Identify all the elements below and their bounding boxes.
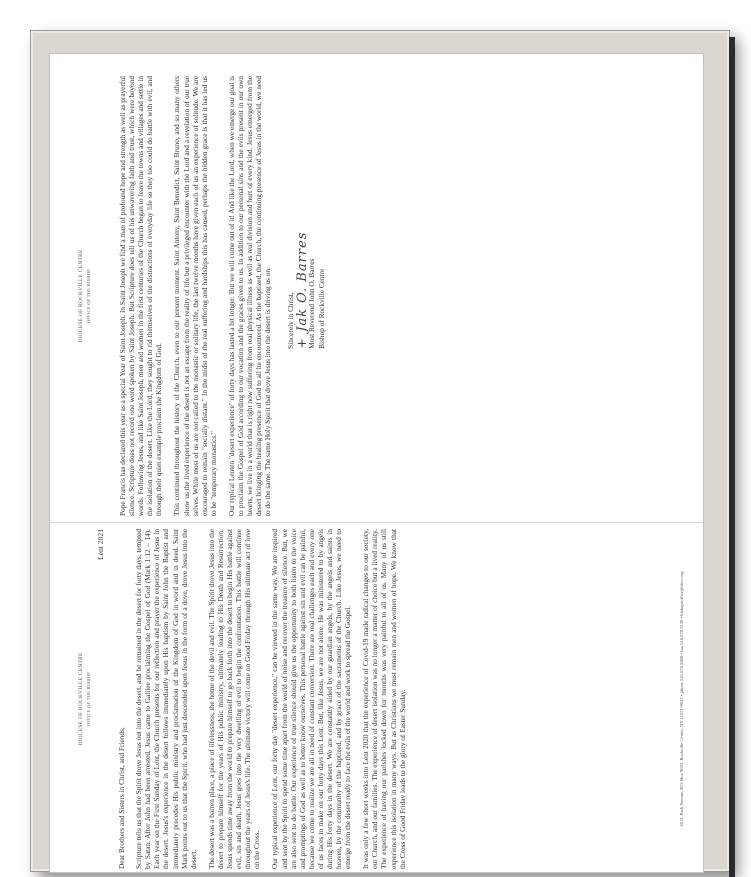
closing-block [286, 76, 326, 349]
letterhead [78, 529, 92, 869]
letterhead-office: OFFICE OF THE BISHOP [86, 268, 91, 324]
letter-sheet [49, 53, 704, 873]
paragraph: Our typical Lenten "desert experience" of forty days has lasted a bit longer. But we will come out of it! And like the Lord, when we emerge our goal is to proclaim the Gospel of God according to our vocation and the graces given to us. In addition to our personal sins and the evils present in our own hearts, we live in a world that is right now suffering from real physical illness as well as real division and hurt of every kind. Jesus emerged from the desert bringing the healing presence of God to all he encountered. As the baptized, the Church, the continuing presence of Jesus in the world, we need to do the same. The same Holy Spirit that drove Jesus into the desert is driving us on. [226, 76, 273, 516]
page-fold [50, 522, 703, 523]
salutation: Dear Brothers and Sisters in Christ, and Friends, [117, 727, 127, 869]
paragraph: Scripture tells us that the Spirit drove Jesus out into the desert, and he remained in the desert for forty days, tempted by Satan. After John had been arrested, Jesus came to Galilee proclaiming the Gospel of God (Mark 1:12 – 14). Each year on the First Sunday of Lent, the Church presents for our reflection and prayer the experience of Jesus in the desert. Jesus's experience in the desert follows immediately upon His baptism by Saint John the Baptist and immediately precedes His public ministry and proclamation of the Kingdom of God in word and in deed. Saint Mark points out to us that the Spirit, who had just descended upon Jesus in the form of a dove, drove Jesus into the desert. [134, 529, 198, 869]
letterhead [78, 76, 92, 516]
letter-date: Lent 2021 [96, 529, 105, 561]
paragraph: Our typical experience of Lent, our forty day "desert experience," can be viewed in the same way. We are inspired and sent by the Spirit to spend some time apart from the world of noise and recover the treasure of silence. But, we are also sent to do battle. Our experience of true silence should give us the opportunity to both listen to the voice and promptings of God as well as to better know ourselves. This personal battle against sin and evil can be painful, because we come to realize we are all in need of constant conversion. There are real challenges each and every one of us faces to make on our forty days this Lent. But, like Jesus, we are not alone. He was ministered to by angels during His forty days in the desert. We are constantly aided by our guardian angels, by the angels and saints in heaven, by the community of the baptized, and by grace of the sacraments of the Church. Like Jesus, we need to emerge from the desert ready to face the evils of the world and work to spread the Gospel. [270, 529, 353, 869]
letterhead-office: OFFICE OF THE BISHOP [86, 671, 91, 727]
valediction: Sincerely in Christ, [286, 292, 296, 349]
letterhead-org: DIOCESE OF ROCKVILLE CENTRE [78, 249, 84, 343]
paragraph: Pope Francis has declared this year as a special Year of Saint Joseph. In Saint Joseph we find a man of profound hope and strength as well as prayerful silence. Scripture does not record one word spoken by Saint Joseph. But Scripture does tell us of his unwavering faith and trust, which were beyond words. Following Jesus, and like Saint Joseph, men and women in the first centuries of the Church began to leave the towns and villages and settle in the isolation of the desert. Like the Lord, they sought to rid themselves of the distractions of everyday life so they too could do battle with evil, and through their quiet example proclaim the Kingdom of God. [118, 76, 164, 516]
paragraph: The desert was a barren place, a place of lifelessness, the home of the devil and evil. The Spirit drove Jesus into the desert to prepare himself for the years of His public ministry, ultimately leading to His Death and Resurrection. Jesus spends time away from the world to prepare himself to go back forth into the desert to begin His battle against evil, sin and death. Jesus goes into the very dwelling of evil to begin the confrontation. This battle will continue throughout the years of Jesus's life. The ultimate victory will come on Good Friday through His ultimate act of love on the Cross. [206, 529, 262, 869]
right-page [78, 76, 438, 516]
left-page [78, 529, 684, 869]
signer-title: Bishop of Rockville Centre [316, 268, 326, 349]
paragraph: It was only a few short weeks into Lent 2020 that the experience of Covid-19 made radical changes to our society, our Church, and our families. The experience of desert isolation was no longer a matter of choice but a lived reality. The experience of having our parishes locked down for months was very painful to all of us. Many of us still experience this isolation in many ways. But as Christians we must remain men and women of hope. We know that the Cross of Good Friday leads to the glory of Easter Sunday. [361, 529, 407, 869]
letterhead-org: DIOCESE OF ROCKVILLE CENTRE [78, 652, 84, 746]
frame-edge [729, 37, 735, 877]
signer-name: Most Reverend John O. Barres [307, 258, 317, 349]
paragraph: This continued throughout the history of the Church, even to our present moment. Saint Antony, Saint Benedict, Saint Bruno, and so many others show us the lived experience of the desert is not an escape from the reality of life but a privileged encounter with the Lord and a revelation of our true selves. While most of us are not called to the monastic or solitary life, the last twelve months have given each of us an experience of solitude. We are encouraged to remain "socially distant." In the midst of the real suffering and hardships this has caused, perhaps the hidden grace is that it has led us to be "temporary monastics." [172, 76, 218, 516]
letter-footer: 50 N. Park Avenue, P.O. Box 9023, Rockville Centre, NY 11571-9023 • phone 516.678.5800 • fax 516.678.3138 • bishopsoffice@drvc.org [678, 571, 684, 827]
signature: + Jak O. Barres [294, 231, 310, 349]
document-frame [30, 30, 730, 872]
